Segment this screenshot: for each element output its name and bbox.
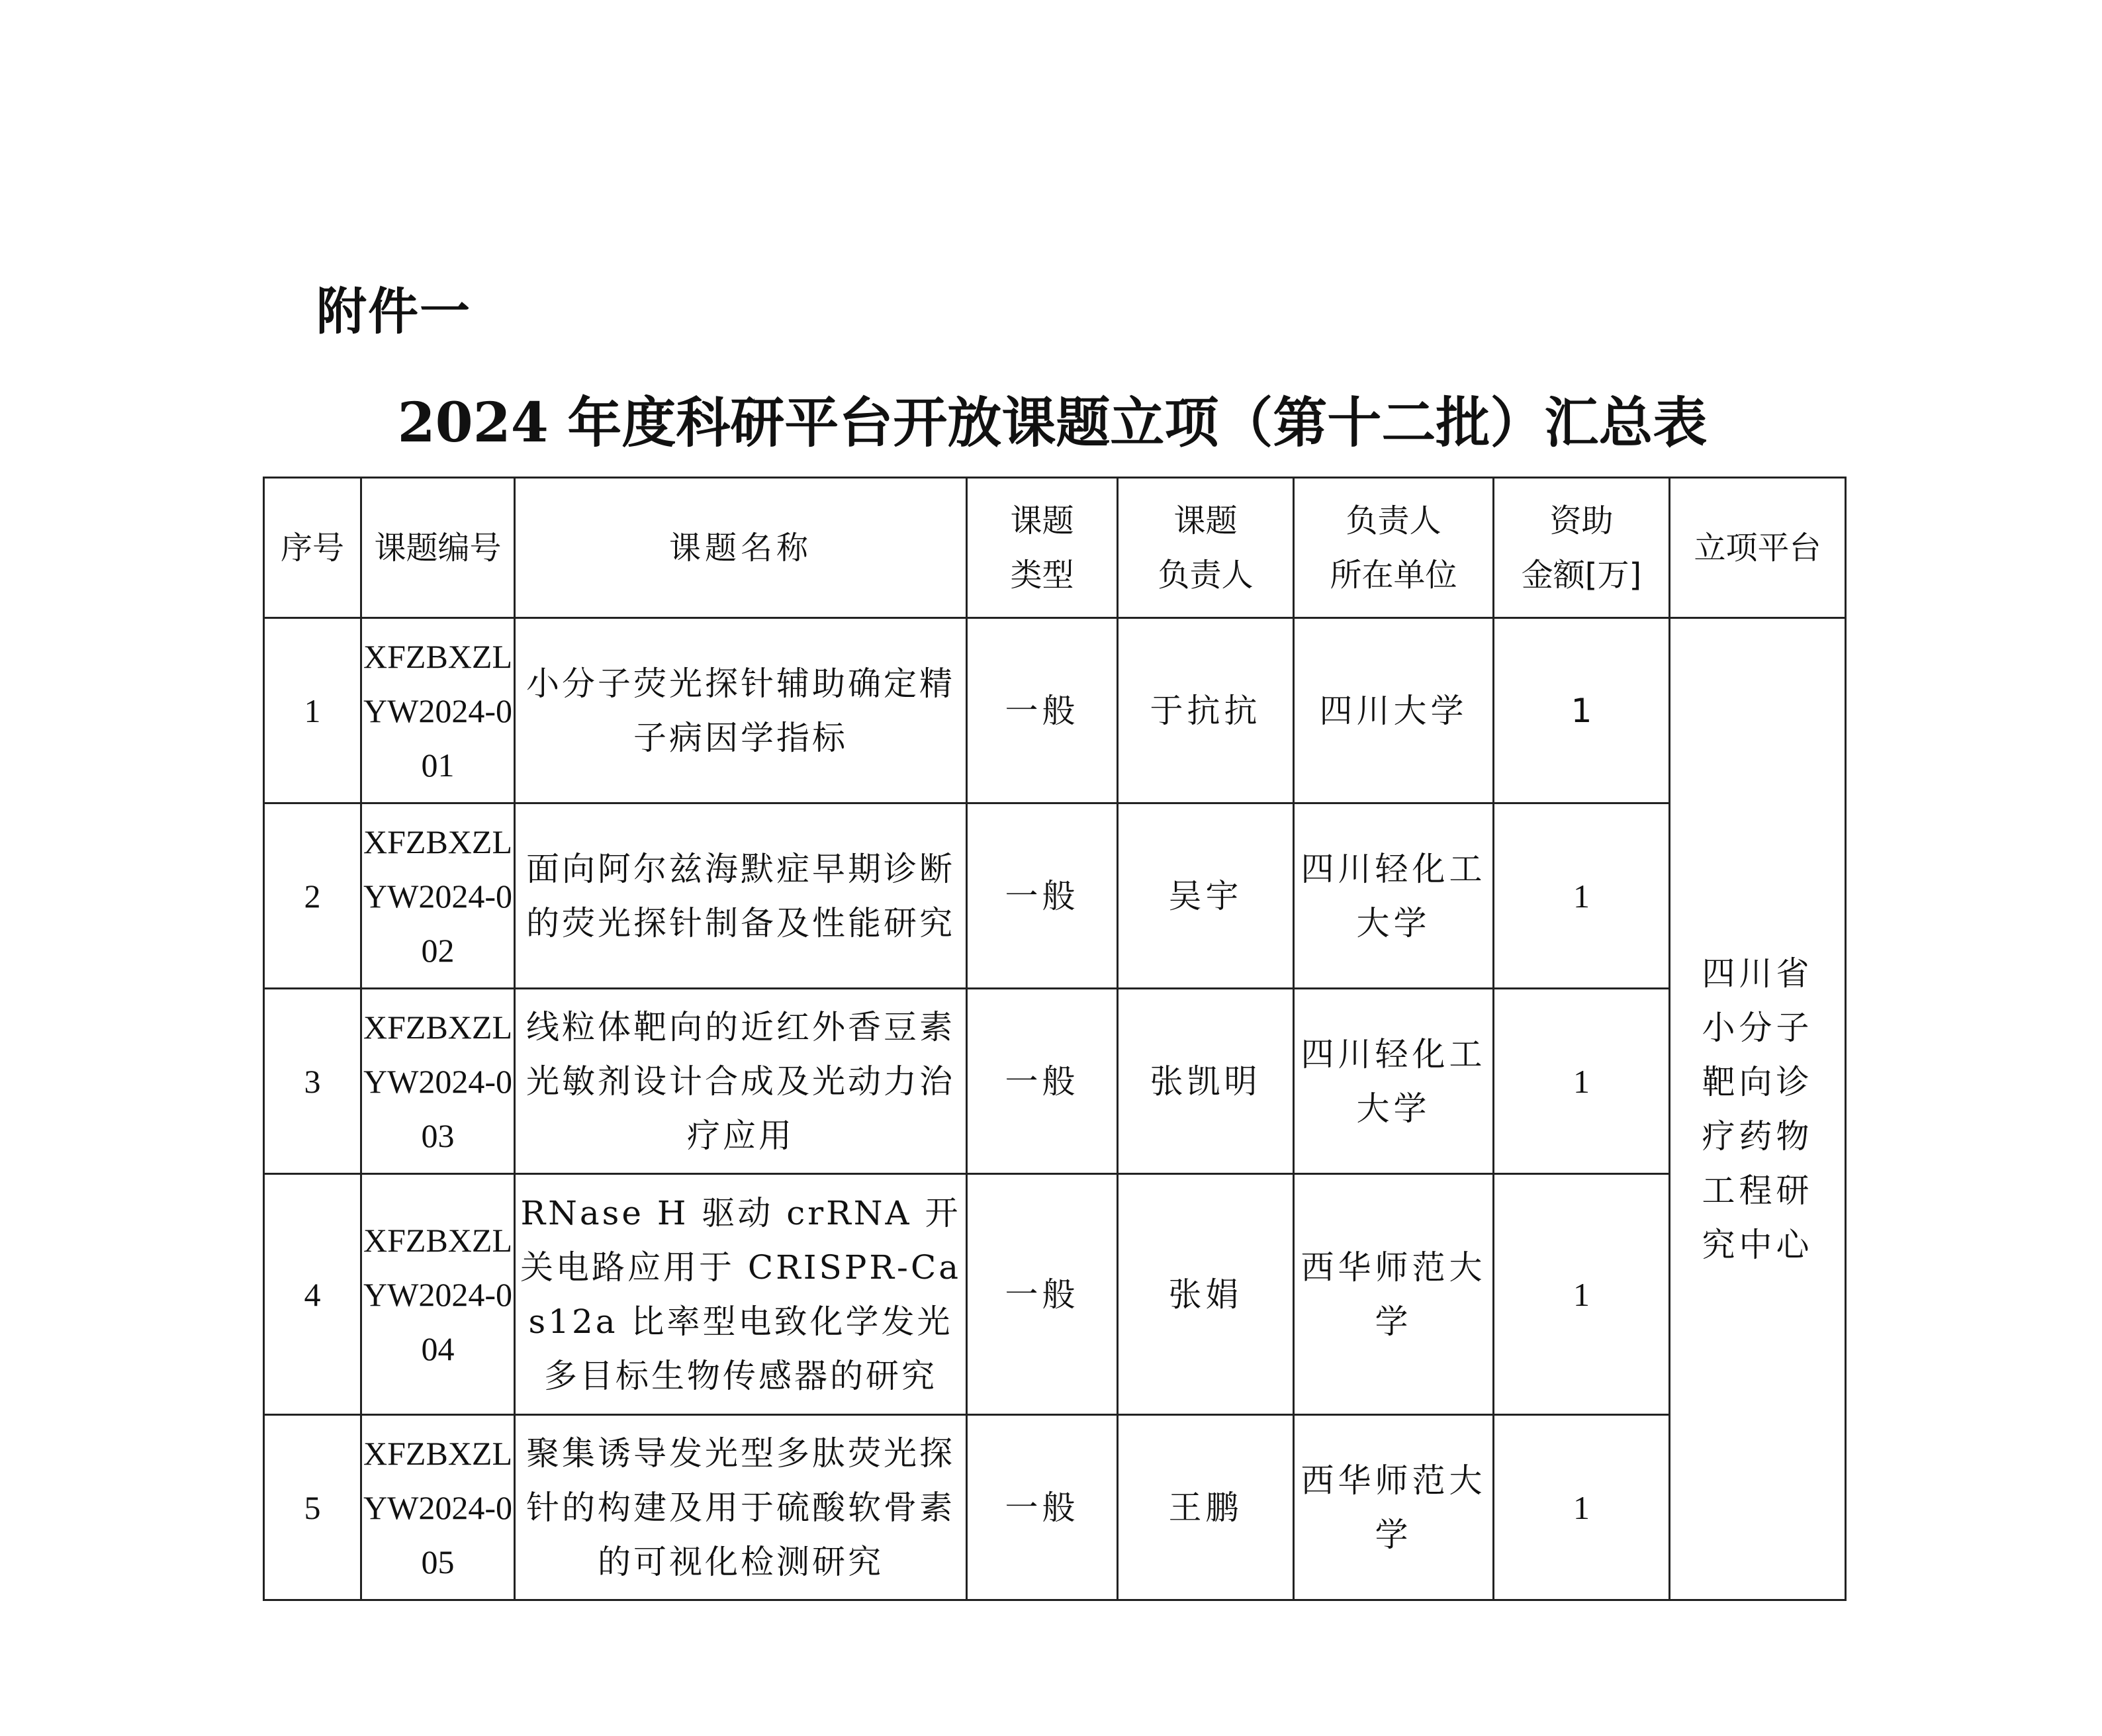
- header-name: 课题名称: [515, 478, 967, 618]
- header-index: 序号: [264, 478, 361, 618]
- cell-unit: 四川轻化工大学: [1294, 989, 1494, 1174]
- header-type-line-2: 类型: [1010, 556, 1074, 594]
- header-unit: [1294, 478, 1494, 618]
- document-title: 2024 年度科研平台开放课题立项（第十二批）汇总表: [397, 391, 1708, 455]
- header-platform: 立项平台: [1670, 478, 1846, 618]
- header-leader-line-1: 课题: [1173, 502, 1238, 539]
- cell-unit: 四川轻化工大学: [1294, 803, 1494, 989]
- table-row: [264, 1415, 1846, 1600]
- header-amount-line-1: 资助: [1549, 502, 1614, 539]
- cell-leader: 吴宇: [1118, 803, 1294, 989]
- cell-amount: 1: [1494, 1174, 1670, 1415]
- cell-leader: 于抗抗: [1118, 618, 1294, 803]
- cell-type: 一般: [967, 1174, 1118, 1415]
- cell-platform: 四川省小分子靶向诊疗药物工程研究中心: [1670, 618, 1846, 1600]
- header-amount-line-2: 金额[万]: [1521, 556, 1642, 594]
- cell-amount: 1: [1494, 989, 1670, 1174]
- cell-amount: 1: [1494, 618, 1670, 803]
- table-header-row: [264, 478, 1846, 618]
- cell-code: XFZBXZLYW2024-001: [361, 618, 515, 803]
- table-row: [264, 1174, 1846, 1415]
- cell-unit: 四川大学: [1294, 618, 1494, 803]
- cell-index: 1: [264, 618, 361, 803]
- cell-name: 聚集诱导发光型多肽荧光探针的构建及用于硫酸软骨素的可视化检测研究: [515, 1415, 967, 1600]
- cell-leader: 张凯明: [1118, 989, 1294, 1174]
- cell-amount: 1: [1494, 803, 1670, 989]
- cell-leader: 王鹏: [1118, 1415, 1294, 1600]
- header-leader: [1118, 478, 1294, 618]
- table-row: [264, 989, 1846, 1174]
- cell-leader: 张娟: [1118, 1174, 1294, 1415]
- cell-unit: 西华师范大学: [1294, 1415, 1494, 1600]
- cell-name: RNase H 驱动 crRNA 开关电路应用于 CRISPR-Cas12a 比率型电致化学发光多目标生物传感器的研究: [515, 1174, 967, 1415]
- table-row: [264, 618, 1846, 803]
- cell-index: 3: [264, 989, 361, 1174]
- header-unit-line-1: 负责人: [1346, 502, 1441, 539]
- table-row: [264, 803, 1846, 989]
- cell-name: 面向阿尔兹海默症早期诊断的荧光探针制备及性能研究: [515, 803, 967, 989]
- cell-amount: 1: [1494, 1415, 1670, 1600]
- cell-index: 4: [264, 1174, 361, 1415]
- header-type: [967, 478, 1118, 618]
- cell-code: XFZBXZLYW2024-002: [361, 803, 515, 989]
- header-amount: [1494, 478, 1670, 618]
- cell-index: 5: [264, 1415, 361, 1600]
- cell-type: 一般: [967, 1415, 1118, 1600]
- cell-type: 一般: [967, 803, 1118, 989]
- summary-table: [263, 477, 1847, 1601]
- cell-code: XFZBXZLYW2024-003: [361, 989, 515, 1174]
- cell-name: 线粒体靶向的近红外香豆素光敏剂设计合成及光动力治疗应用: [515, 989, 967, 1174]
- cell-name: 小分子荧光探针辅助确定精子病因学指标: [515, 618, 967, 803]
- cell-type: 一般: [967, 989, 1118, 1174]
- cell-unit: 西华师范大学: [1294, 1174, 1494, 1415]
- cell-index: 2: [264, 803, 361, 989]
- cell-code: XFZBXZLYW2024-005: [361, 1415, 515, 1600]
- attachment-label: 附件一: [316, 282, 471, 341]
- header-unit-line-2: 所在单位: [1330, 556, 1457, 594]
- header-type-line-1: 课题: [1010, 502, 1074, 539]
- header-leader-line-2: 负责人: [1158, 556, 1254, 594]
- header-code: 课题编号: [361, 478, 515, 618]
- cell-code: XFZBXZLYW2024-004: [361, 1174, 515, 1415]
- cell-type: 一般: [967, 618, 1118, 803]
